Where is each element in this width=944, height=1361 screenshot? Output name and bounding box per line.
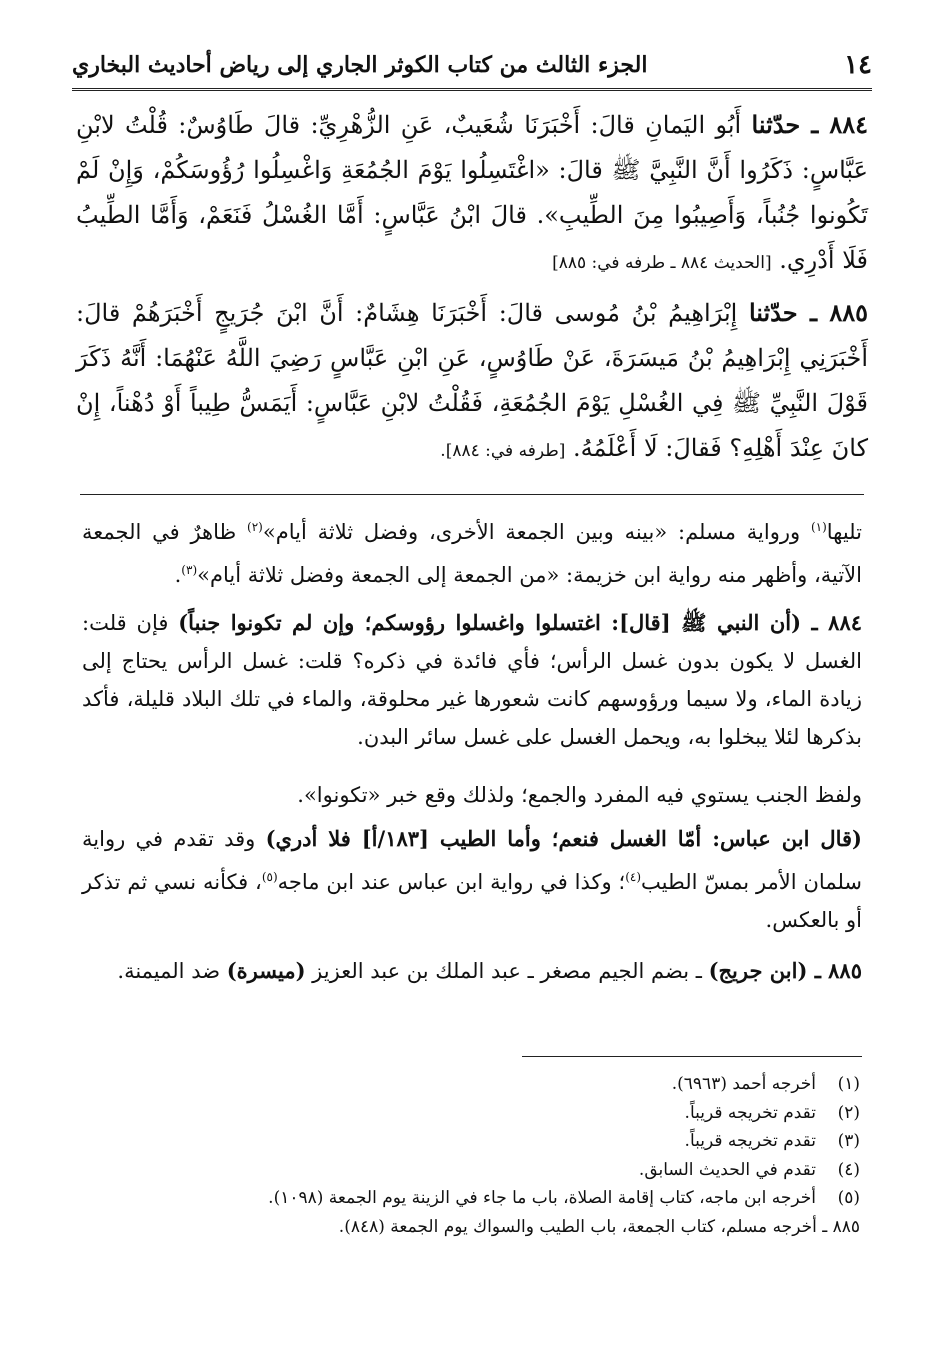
text-run: وقد تقدم في رواية سلمان الأمر بمسّ الطيب	[82, 827, 863, 894]
text-run: ، فكأنه نسي ثم تذكر أو بالعكس.	[82, 870, 862, 932]
footnote	[84, 1127, 860, 1156]
cross-reference: [طرفه في: ٨٨٤].	[440, 441, 566, 461]
page-number: ١٤	[844, 50, 872, 80]
footnote	[84, 1070, 860, 1099]
text-run: فإن قلت: الغسل لا يكون بدون غسل الرأس؛ فأي فائدة في ذكره؟ قلت: غسل الرأس يحتاج إلى زيادة الماء، ولا سيما ورؤوسهم كانت شعورها غير محلوقة، والماء في تلك البلاد قليلة، فأكد بذكرها لئلا يبخلوا به، ويحمل الغسل على غسل سائر البدن.	[82, 611, 862, 749]
footnote	[84, 1184, 860, 1213]
footnote-marker: (١)	[810, 520, 827, 534]
footnote-marker: (٤)	[625, 870, 642, 884]
footnote-text: ٨٨٥ ـ أخرجه مسلم، كتاب الجمعة، باب الطيب والسواك يوم الجمعة (٨٤٨).	[338, 1216, 860, 1237]
commentary-paragraph	[82, 820, 862, 939]
commentary-heading: (ميسرة)	[226, 958, 306, 983]
footnote-text: تقدم تخريجه قريباً.	[684, 1131, 816, 1151]
text-run: .	[174, 563, 182, 587]
footnote-number: (١)	[837, 1074, 860, 1094]
footnote-number: (٢)	[837, 1102, 860, 1123]
section-divider	[80, 494, 864, 495]
commentary-heading: ٨٨٤ ـ (أن النبي ﷺ [قال]: اغتسلوا واغسلوا رؤوسكم؛ وإن لم تكونوا جنباً)	[178, 610, 863, 635]
footnote-text: أخرجه ابن ماجه، كتاب إقامة الصلاة، باب ما جاء في الزينة يوم الجمعة (١٠٩٨).	[268, 1188, 816, 1208]
footnote-text: تقدم تخريجه قريباً.	[684, 1102, 816, 1123]
footnote-number: (٥)	[837, 1188, 860, 1208]
hadith-text: أَبُو اليَمانِ قالَ: أَخْبَرَنَا شُعَيبٌ، عَنِ الزُّهْرِيِّ: قالَ طَاوُسٌ: قُلْتُ لابْنِ عَبَّاسٍ: ذَكَرُوا أَنَّ النَّبِيَّ ﷺ قالَ: «اغْتَسِلُوا يَوْمَ الجُمُعَةِ وَاغْسِلُوا رُؤُوسَكُمْ، وَإِنْ لَمْ تَكُونوا جُنُباً، وَأَصِيبُوا مِنَ الطِّيبِ». قالَ ابْنُ عَبَّاسٍ: أَمَّا الغُسْلُ فَنَعَمْ، وَأَمَّا الطِّيبُ فَلَا أَدْرِي.	[76, 111, 868, 274]
text-run: تليها	[826, 520, 862, 544]
footnote-marker: (٣)	[181, 563, 198, 577]
hadith-number: ٨٨٤ ـ حدّثنا	[751, 110, 868, 139]
footnote	[84, 1213, 860, 1242]
header-rule	[72, 88, 872, 91]
commentary-paragraph	[82, 952, 862, 990]
text-run: ورواية مسلم: «بينه وبين الجمعة الأخرى، وفضل ثلاثة أيام»	[262, 520, 811, 544]
commentary-heading: (قال ابن عباس: أمّا الغسل فنعم؛ وأما الطيب [١٨٣/أ] فلا أدري)	[265, 826, 862, 851]
hadith-884	[76, 102, 868, 286]
footnote-number: (٣)	[837, 1131, 860, 1151]
commentary-paragraph	[82, 508, 862, 594]
footnote-marker: (٢)	[247, 520, 263, 534]
commentary-heading: ٨٨٥ ـ (ابن جريج)	[708, 958, 862, 983]
commentary-paragraph	[82, 604, 862, 756]
footnote-text: تقدم في الحديث السابق.	[638, 1159, 816, 1180]
hadith-885	[76, 290, 868, 474]
hadith-text: إِبْرَاهِيمُ بْنُ مُوسى قالَ: أَخْبَرَنَا هِشَامٌ: أَنَّ ابْنَ جُرَيجٍ أَخْبَرَهُمْ قالَ: أَخْبَرَنِي إِبْرَاهِيمُ بْنُ مَيسَرَةَ، عَنْ طَاوُسٍ، عَنِ ابْنِ عَبَّاسٍ رَضِيَ اللَّهُ عَنْهُمَا: أَنَّهُ ذَكَرَ قَوْلَ النَّبِيِّ ﷺ فِي الغُسْلِ يَوْمَ الجُمُعَةِ، فَقُلْتُ لابْنِ عَبَّاسٍ: أَيَمَسُّ طِيباً أَوْ دُهْناً، إِنْ كانَ عِنْدَ أَهْلِهِ؟ فَقالَ: لَا أَعْلَمُهُ.	[76, 299, 868, 462]
text-run: ظاهرٌ في الجمعة الآتية، وأظهر منه رواية ابن خزيمة: «من الجمعة إلى الجمعة وفضل ثلاثة أيام»	[82, 520, 862, 587]
hadith-number: ٨٨٥ ـ حدّثنا	[748, 298, 868, 327]
commentary-paragraph	[82, 776, 862, 814]
text-run: ولفظ الجنب يستوي فيه المفرد والجمع؛ ولذلك وقع خبر «تكونوا».	[297, 783, 862, 807]
footnotes	[84, 1070, 860, 1241]
text-run: ؛ وكذا في رواية ابن عباس عند ابن ماجه	[277, 870, 626, 894]
cross-reference: [الحديث ٨٨٤ ـ طرفه في: ٨٨٥]	[552, 253, 772, 273]
footnote-number: (٤)	[837, 1159, 860, 1180]
footnote	[84, 1099, 860, 1128]
page-header	[72, 46, 872, 86]
footnote-text: أخرجه أحمد (٦٩٦٣).	[671, 1074, 816, 1094]
text-run: ضد الميمنة.	[117, 959, 227, 983]
running-title: الجزء الثالث من كتاب الكوثر الجاري إلى رياض أحاديث البخاري	[72, 52, 648, 78]
footnote	[84, 1156, 860, 1185]
text-run: ـ بضم الجيم مصغر ـ عبد الملك بن عبد العزيز	[305, 959, 709, 983]
footnote-rule	[522, 1056, 862, 1057]
footnote-marker: (٥)	[261, 870, 278, 884]
